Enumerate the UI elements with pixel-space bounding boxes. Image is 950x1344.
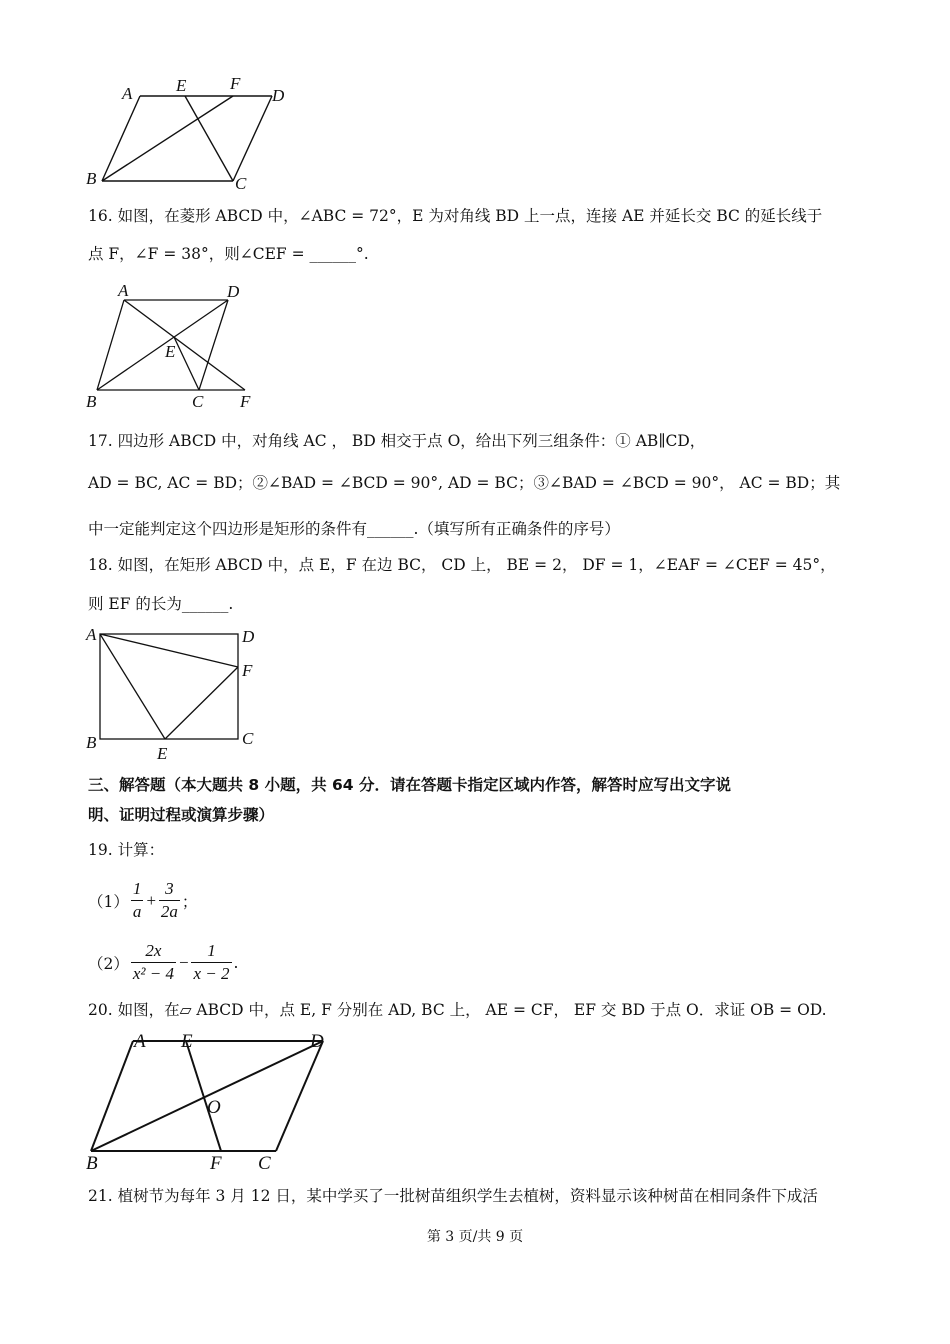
- q19-part2-frac2: [191, 940, 231, 985]
- q17-line2: AD = BC, AC = BD；②∠BAD = ∠BCD = 90°, AD = BC；③∠BAD = ∠BCD = 90°， AC = BD；其: [88, 474, 841, 492]
- q19-part2-frac1: [131, 940, 176, 985]
- q19-part1-frac2: [159, 878, 180, 923]
- fig16-label-a: A: [118, 281, 129, 300]
- fig18-segment-af: [100, 634, 238, 667]
- page-footer: 第 3 页/共 9 页: [426, 1229, 524, 1245]
- q19-part2: [88, 940, 238, 985]
- q19-part2-op: −: [178, 952, 190, 972]
- section3-heading-line2: 明、证明过程或演算步骤）: [88, 806, 275, 824]
- fig18-label-e: E: [157, 744, 168, 763]
- fig15-side-dc: [233, 96, 272, 181]
- fig18-label-c: C: [242, 729, 254, 748]
- q19-part1-frac1-num: 1: [131, 878, 144, 901]
- figure-q18-rectangle: [80, 622, 280, 767]
- fig16-label-e: E: [165, 342, 176, 361]
- q19-part1-frac2-den: 2a: [160, 902, 178, 921]
- fig18-segment-ef: [165, 667, 238, 739]
- fig15-label-c: C: [235, 174, 247, 193]
- fig18-segment-ae: [100, 634, 165, 739]
- q19-part1-end: ；: [181, 892, 198, 911]
- fig20-label-a: A: [134, 1031, 146, 1052]
- q17-line1: 17. 四边形 ABCD 中，对角线 AC ， BD 相交于点 O，给出下列三组条件：① AB∥CD，: [88, 432, 706, 450]
- q16-line2: 点 F，∠F = 38°，则∠CEF = ______°.: [88, 245, 369, 263]
- fig18-label-a: A: [86, 625, 97, 644]
- fig20-label-b: B: [86, 1153, 98, 1174]
- fig20-side-dc: [276, 1041, 323, 1151]
- fig16-label-c: C: [192, 392, 204, 411]
- q19-part1-frac1-den: a: [132, 902, 142, 921]
- fig15-label-f: F: [230, 74, 241, 93]
- q19-title: 19. 计算：: [88, 841, 165, 859]
- q19-part2-frac1-den: x² − 4: [132, 964, 174, 983]
- fig20-label-e: E: [181, 1031, 193, 1052]
- q19-part1: [88, 878, 197, 923]
- q19-part2-frac2-num: 1: [191, 940, 231, 963]
- q18-line1: 18. 如图，在矩形 ABCD 中，点 E，F 在边 BC， CD 上， BE = 2， DF = 1，∠EAF = ∠CEF = 45°，: [88, 556, 836, 574]
- q20-line1: 20. 如图，在▱ ABCD 中，点 E, F 分别在 AD, BC 上， AE = CF， EF 交 BD 于点 O．求证 OB = OD.: [88, 1001, 827, 1019]
- fig15-label-e: E: [176, 76, 187, 95]
- fig16-side-ab: [97, 300, 124, 390]
- fig18-label-f: F: [242, 661, 253, 680]
- fig16-label-f: F: [240, 392, 251, 411]
- q19-part2-end: .: [233, 953, 239, 972]
- q19-part2-frac1-num: 2x: [131, 940, 176, 963]
- fig20-label-d: D: [310, 1031, 324, 1052]
- q19-part1-label: （1）: [88, 892, 129, 911]
- fig16-segment-af: [124, 300, 245, 390]
- section3-heading-line1: 三、解答题（本大题共 8 小题，共 64 分．请在答题卡指定区域内作答，解答时应写出文字说: [88, 776, 731, 794]
- fig20-label-o: O: [207, 1097, 221, 1118]
- fig16-diagonal-bd: [97, 300, 228, 390]
- fig15-segment-ec: [185, 96, 233, 181]
- q18-line2: 则 EF 的长为______.: [88, 595, 234, 613]
- q19-part1-op: +: [145, 890, 157, 910]
- fig20-segment-ef: [186, 1041, 221, 1151]
- q19-part1-frac1: [131, 878, 144, 923]
- q19-part2-label: （2）: [88, 954, 129, 973]
- fig16-side-dc: [199, 300, 228, 390]
- fig16-label-b: B: [86, 392, 97, 411]
- q19-part2-frac2-den: x − 2: [193, 964, 230, 983]
- fig20-label-c: C: [258, 1153, 271, 1174]
- fig16-label-d: D: [227, 282, 240, 301]
- fig20-label-f: F: [210, 1153, 222, 1174]
- figure-q15-parallelogram: [80, 70, 300, 195]
- fig15-label-a: A: [122, 84, 133, 103]
- figure-q20-parallelogram: [80, 1026, 350, 1176]
- figure-q16-rhombus: [80, 280, 280, 410]
- fig15-label-d: D: [272, 86, 285, 105]
- fig15-label-b: B: [86, 169, 97, 188]
- fig18-label-b: B: [86, 733, 97, 752]
- q19-part1-frac2-num: 3: [159, 878, 180, 901]
- q16-line1: 16. 如图，在菱形 ABCD 中，∠ABC = 72°，E 为对角线 BD 上一点，连接 AE 并延长交 BC 的延长线于: [88, 207, 823, 225]
- fig18-rect-abcd: [100, 634, 238, 739]
- q17-line3: 中一定能判定这个四边形是矩形的条件有______.（填写所有正确条件的序号）: [88, 520, 620, 538]
- q21-line1: 21. 植树节为每年 3 月 12 日，某中学买了一批树苗组织学生去植树，资料显示该种树苗在相同条件下成活: [88, 1187, 818, 1205]
- fig16-segment-ec: [174, 337, 199, 390]
- fig18-label-d: D: [242, 627, 255, 646]
